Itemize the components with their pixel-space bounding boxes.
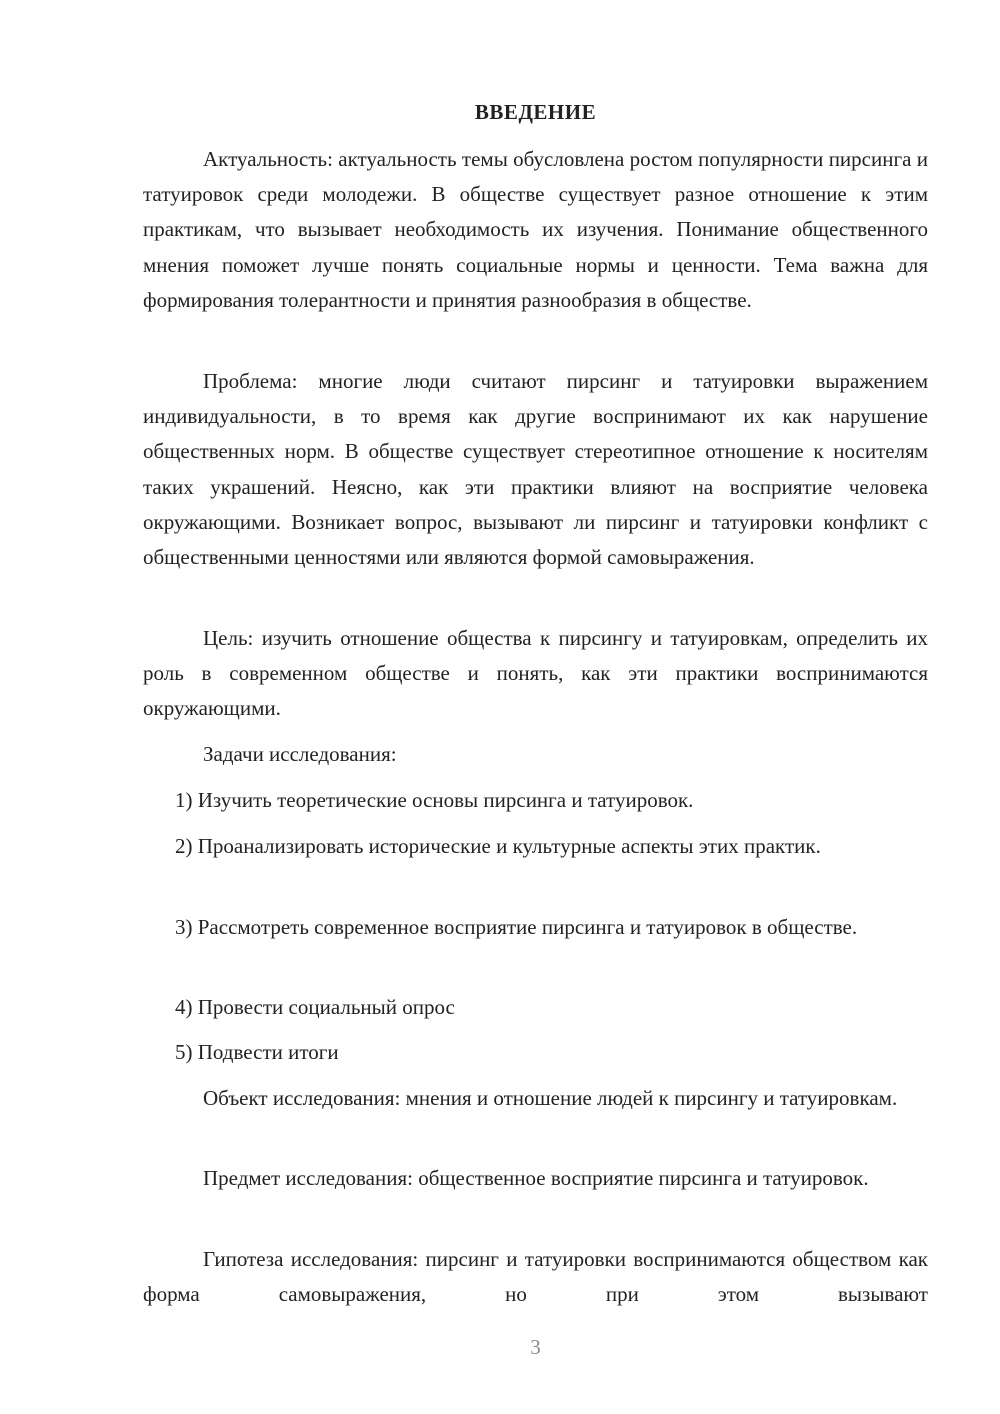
page-number: 3 bbox=[530, 1335, 541, 1359]
section-title: ВВЕДЕНИЕ bbox=[474, 100, 597, 124]
task-item-5: 5) Подвести итоги bbox=[175, 1040, 339, 1064]
document-page bbox=[143, 0, 928, 1414]
paragraph-relevance: Актуальность: актуальность темы обусловлена ростом популярности пирсинга и татуировок среди молодежи. В обществе существует разное отношение к этим практикам, что вызывает необходимость их изучения. Понимание общественного мнения поможет лучше понять социальные нормы и ценности. Тема важна для формирования толерантности и принятия разнообразия в обществе. bbox=[143, 147, 928, 312]
paragraph-subject: Предмет исследования: общественное восприятие пирсинга и татуировок. bbox=[203, 1166, 869, 1190]
paragraph-tasks-heading: Задачи исследования: bbox=[203, 742, 397, 766]
paragraph-hypothesis: Гипотеза исследования: пирсинг и татуировки воспринимаются обществом как форма самовыражения, но при этом вызывают bbox=[143, 1247, 928, 1307]
paragraph-object: Объект исследования: мнения и отношение людей к пирсингу и татуировкам. bbox=[203, 1086, 898, 1110]
task-item-1: 1) Изучить теоретические основы пирсинга и татуировок. bbox=[175, 788, 694, 812]
task-item-3: 3) Рассмотреть современное восприятие пирсинга и татуировок в обществе. bbox=[175, 915, 858, 939]
task-item-4: 4) Провести социальный опрос bbox=[175, 995, 455, 1019]
task-item-2: 2) Проанализировать исторические и культурные аспекты этих практик. bbox=[175, 834, 821, 858]
paragraph-goal: Цель: изучить отношение общества к пирсингу и татуировкам, определить их роль в современном обществе и понять, как эти практики воспринимаются окружающими. bbox=[143, 626, 928, 721]
paragraph-problem: Проблема: многие люди считают пирсинг и татуировки выражением индивидуальности, в то время как другие воспринимают их как нарушение общественных норм. В обществе существует стереотипное отношение к носителям таких украшений. Неясно, как эти практики влияют на восприятие человека окружающими. Возникает вопрос, вызывают ли пирсинг и татуировки конфликт с общественными ценностями или являются формой самовыражения. bbox=[143, 369, 928, 570]
